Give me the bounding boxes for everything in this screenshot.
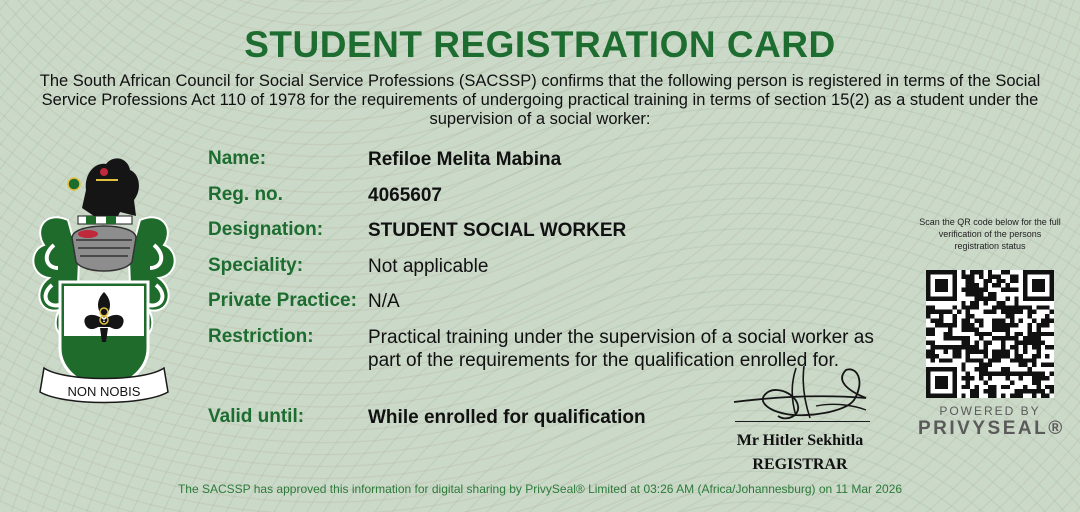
valid-until-label: Valid until: <box>208 406 305 427</box>
registrar-name: Mr Hitler Sekhitla <box>736 432 864 449</box>
privyseal-logo: PRIVYSEAL® <box>918 418 1065 439</box>
footer-notice: The SACSSP has approved this information for digital sharing by PrivySeal® Limited at 03:26 AM (Africa/Johannesburg) on 11 Mar 2026 <box>177 482 903 496</box>
name-value: Refiloe Melita Mabina <box>368 149 562 170</box>
coat-of-arms-logo <box>24 150 184 412</box>
restriction-label: Restriction: <box>208 326 314 347</box>
private-practice-label: Private Practice: <box>208 290 357 311</box>
registrar-title: REGISTRAR <box>752 456 848 473</box>
powered-by-label: POWERED BY <box>939 404 1041 418</box>
card-title: STUDENT REGISTRATION CARD <box>244 24 836 65</box>
qr-code[interactable] <box>926 270 1054 398</box>
reg-no-label: Reg. no. <box>208 184 283 205</box>
valid-until-value: While enrolled for qualification <box>368 407 646 428</box>
reg-no-value: 4065607 <box>368 185 442 206</box>
qr-instruction: Scan the QR code below for the full verification of the persons registration status <box>919 217 1061 251</box>
speciality-label: Speciality: <box>208 255 304 276</box>
crest-motto: NON NOBIS <box>67 384 141 399</box>
designation-label: Designation: <box>208 219 324 240</box>
designation-value: STUDENT SOCIAL WORKER <box>368 220 627 241</box>
signature-line <box>735 421 870 422</box>
speciality-value: Not applicable <box>368 256 489 277</box>
private-practice-value: N/A <box>368 291 400 312</box>
restriction-value: Practical training under the supervision of a social worker as part of the requirements for the qualification enrolled for. <box>368 327 874 371</box>
intro-statement: The South African Council for Social Service Professions (SACSSP) confirms that the following person is registered in terms of the Social Service Professions Act 110 of 1978 for the requirements of undergoing practical training in terms of section 15(2) as a student under the supervision of a social worker: <box>39 72 1041 128</box>
name-label: Name: <box>208 148 267 169</box>
